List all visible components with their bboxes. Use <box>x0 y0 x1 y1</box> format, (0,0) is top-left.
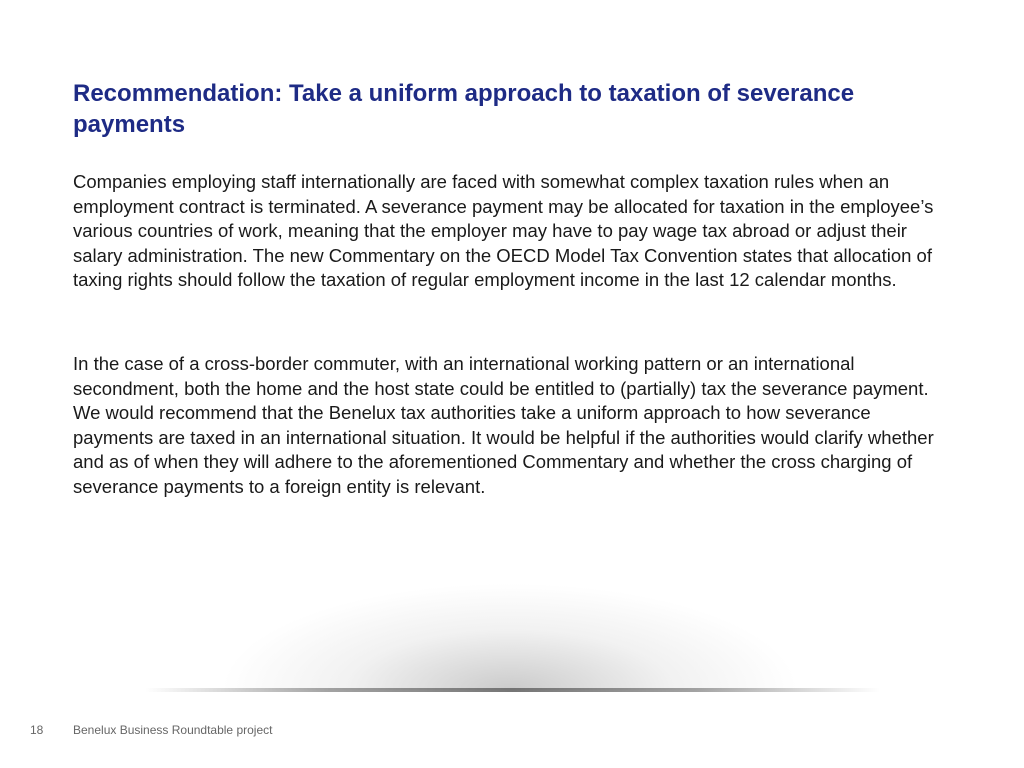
page-number: 18 <box>30 723 44 737</box>
decorative-divider-line <box>145 688 880 692</box>
decorative-shadow-glow <box>150 500 870 690</box>
body-paragraph-2: In the case of a cross-border commuter, with an international working pattern or an international secondment, both the home and the host state could be entitled to (partially) tax the severance payment. We would recommend that the Benelux tax authorities take a uniform approach to how severance payments are taxed in an international situation. It would be helpful if the authorities would clarify whether and as of when they will adhere to the aforementioned Commentary and whether the cross charging of severance payments to a foreign entity is relevant. <box>73 353 934 497</box>
footer-project-label: Benelux Business Roundtable project <box>73 723 273 737</box>
slide-title: Recommendation: Take a uniform approach to taxation of severance payments <box>73 80 855 138</box>
body-paragraph-1: Companies employing staff internationally are faced with somewhat complex taxation rules when an employment contract is terminated. A severance payment may be allocated for taxation in the employee’s various countries of work, meaning that the employer may have to pay wage tax abroad or adjust their salary administration. The new Commentary on the OECD Model Tax Convention states that allocation of taxing rights should follow the taxation of regular employment income in the last 12 calendar months. <box>73 171 934 291</box>
